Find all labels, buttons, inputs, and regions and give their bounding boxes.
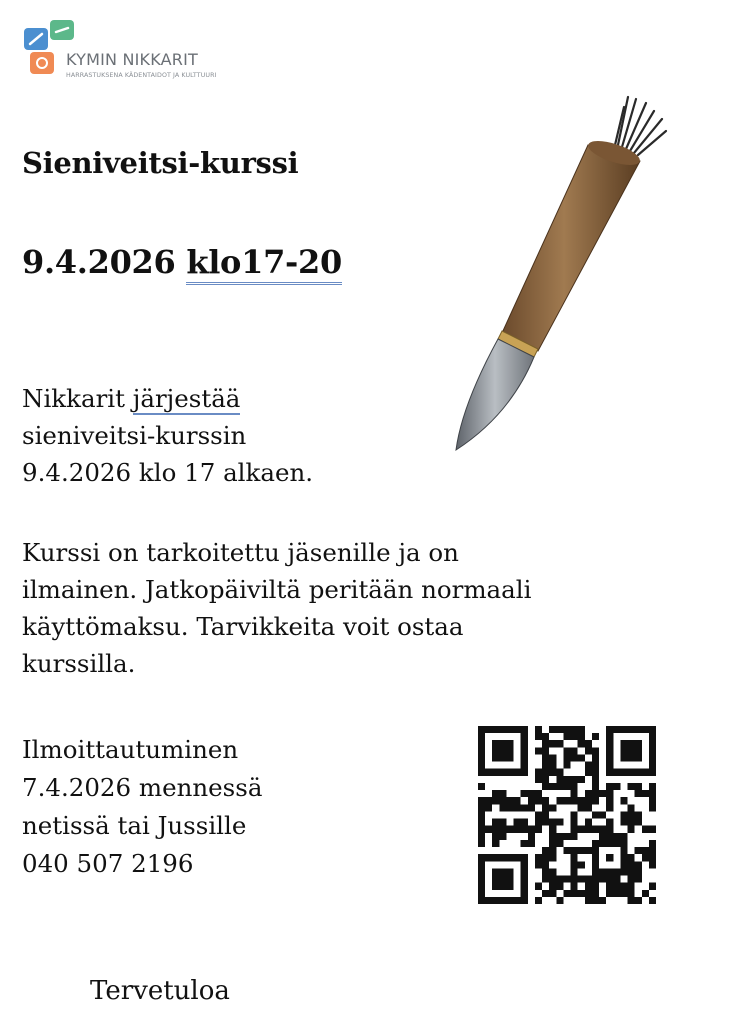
details-line-2: ilmainen. Jatkopäiviltä peritään normaali (22, 575, 532, 604)
intro-paragraph (22, 380, 313, 491)
welcome-text: Tervetuloa (90, 976, 230, 1006)
logo-tagline: HARRASTUKSENA KÄDENTAIDOT JA KULTTUURI (66, 72, 217, 79)
logo-name: KYMIN NIKKARIT (66, 50, 199, 69)
details-line-4: kurssilla. (22, 649, 136, 678)
intro-line-2: sieniveitsi-kurssin (22, 421, 247, 450)
intro-underlined-word: järjestää (132, 384, 241, 413)
details-paragraph (22, 534, 531, 682)
course-time: klo17-20 (186, 243, 342, 285)
intro-line-3: 9.4.2026 klo 17 alkaen. (22, 458, 314, 487)
course-title: Sieniveitsi-kurssi (22, 146, 299, 180)
registration-paragraph (22, 731, 262, 883)
intro-line-1-text: Nikkarit (22, 384, 133, 413)
logo-tiles-icon (22, 18, 78, 78)
details-line-1: Kurssi on tarkoitettu jäsenille ja on (22, 538, 459, 567)
qr-code[interactable] (478, 726, 656, 904)
registration-line-1: Ilmoittautuminen (22, 735, 239, 764)
registration-line-3: netissä tai Jussille (22, 811, 247, 840)
course-date: 9.4.2026 (22, 243, 176, 281)
details-line-3: käyttömaksu. Tarvikkeita voit ostaa (22, 612, 464, 641)
intro-line-1 (22, 380, 313, 417)
registration-phone: 040 507 2196 (22, 849, 194, 878)
mushroom-knife-image (440, 85, 680, 460)
course-datetime (22, 243, 342, 281)
registration-line-2: 7.4.2026 mennessä (22, 773, 263, 802)
